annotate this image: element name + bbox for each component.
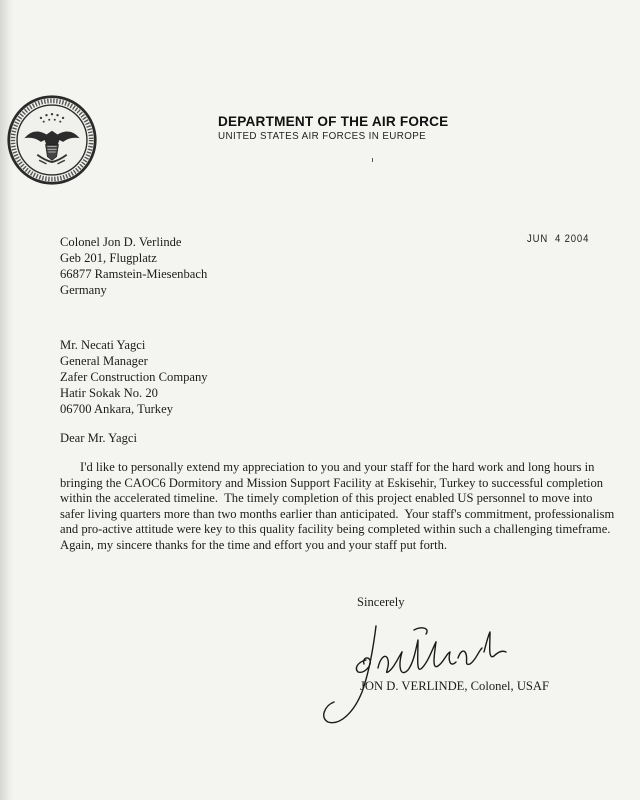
closing: Sincerely xyxy=(357,595,405,609)
letterhead-subtitle: UNITED STATES AIR FORCES IN EUROPE xyxy=(218,131,427,142)
salutation: Dear Mr. Yagci xyxy=(60,431,137,445)
date-stamp: JUN 4 2004 xyxy=(527,233,590,245)
recipient-line: Hatir Sokak No. 20 xyxy=(60,386,158,400)
sender-line: Colonel Jon D. Verlinde xyxy=(60,235,182,249)
recipient-address xyxy=(60,337,208,417)
recipient-line: Zafer Construction Company xyxy=(60,370,208,384)
recipient-line: Mr. Necati Yagci xyxy=(60,338,146,352)
recipient-line: General Manager xyxy=(60,354,148,368)
recipient-line: 06700 Ankara, Turkey xyxy=(60,402,173,416)
sender-address xyxy=(60,234,207,298)
scan-mark xyxy=(372,158,373,162)
signer-name-title: JON D. VERLINDE, Colonel, USAF xyxy=(360,679,550,693)
letter-body: I'd like to personally extend my appreciation to you and your staff for the hard work and long hours in bringing the CAOC6 Dormitory and Mission Support Facility at Eskisehir, Turkey to successful completion within the accelerated timeline. The timely completion of this project enabled US personnel to move into safer living quarters more than two months earlier than anticipated. Your staff's commitment, professionalism and pro-active attitude were key to this quality facility being completed within such a challenging timeframe. Again, my sincere thanks for the time and effort you and your staff put forth. xyxy=(60,460,618,552)
sender-line: Geb 201, Flugplatz xyxy=(60,251,157,265)
dod-seal-icon xyxy=(6,94,98,186)
sender-line: 66877 Ramstein-Miesenbach xyxy=(60,267,208,281)
letterhead xyxy=(218,114,448,142)
letterhead-title: DEPARTMENT OF THE AIR FORCE xyxy=(218,114,449,129)
sender-line: Germany xyxy=(60,283,107,297)
